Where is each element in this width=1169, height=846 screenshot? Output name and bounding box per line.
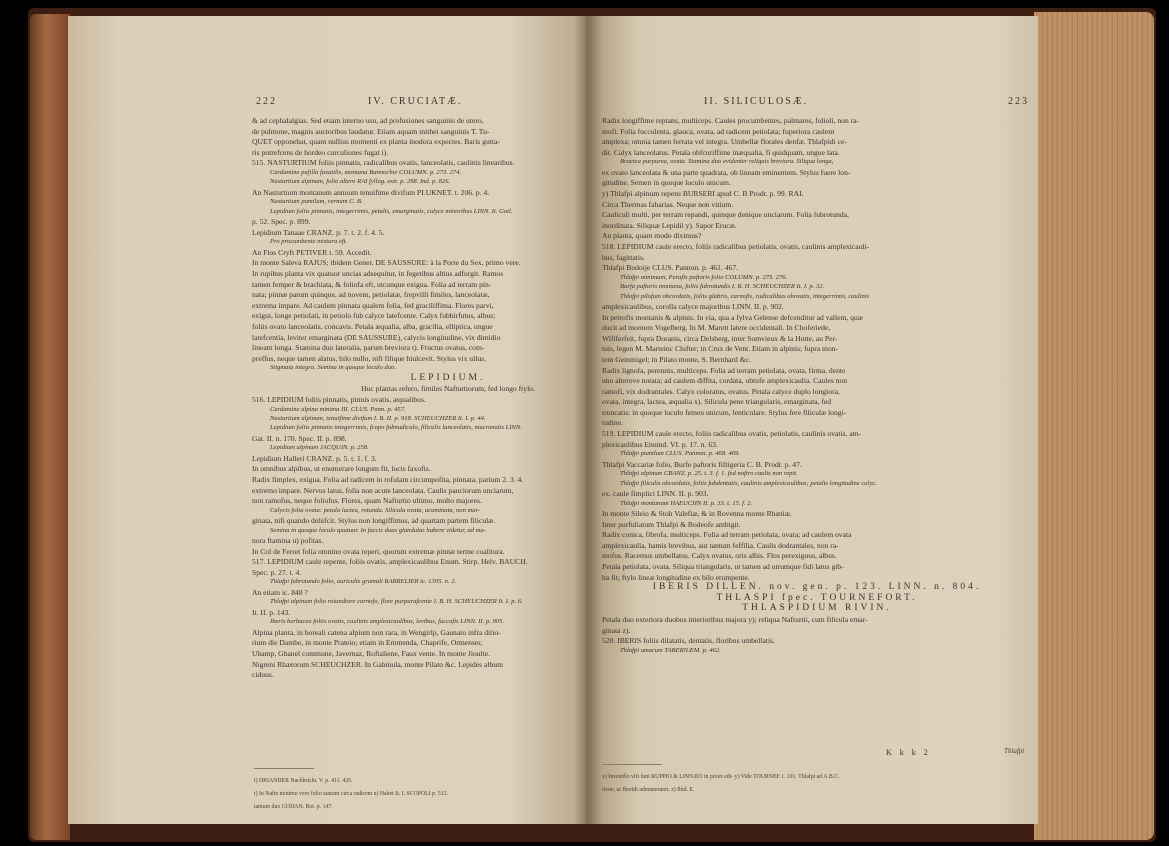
text-line: Semina in quoque loculo quatuor. In faccis duas glandulas habere videtur, ad ma- — [270, 526, 486, 534]
text-line: Pro procumbente mistura eft. — [270, 238, 348, 246]
text-line: amplexicaulibus, corolla calyce majoribus LINN. II. p. 902. — [602, 301, 784, 311]
text-line: Alpina planta, in boreali catena alpium non rara, in Wengirlp, Gaunato infra ditio- — [252, 627, 501, 637]
text-line: Lepidium Halleri CRANZ. p. 5. t. 1. f. 3. — [252, 453, 377, 463]
text-line: 517. LEPIDIUM caule repente, foliis ovatis, amplexicaulibus Enum. Stirp. Helv. BAUCH. — [252, 557, 528, 567]
text-line: Radix longiffime reptans, multiceps. Caules procumbentes, palmares, folioli, non ra- — [602, 116, 860, 125]
text-line: Radix conica, fibrofa, multiceps. Folia ad terram petiolata, ovata; ad caulem ovata — [602, 530, 852, 540]
text-line: 520. IBERIS foliis dilatatis, dentatis, floribus umbellatis. — [602, 636, 775, 646]
text-line: Nasturtium pumilum, vernum C. B. — [270, 198, 363, 206]
text-line: Cauliculi multi, per terram repandi, quinque denique unciarum. Folia fubrotunda, — [602, 210, 849, 220]
text-line: 519. LEPIDIUM caule erecto, foliis radicalibus ovatis, petiolatis, caulinis ovatis, am- — [602, 429, 862, 439]
text-line: de pulmone, magnis auctoribus laudatur. Etiam aquam mithei sanguinis T. Tu- — [252, 126, 490, 136]
text-line: Gat. II. n. 170. Spec. II. p. 898. — [252, 433, 347, 443]
right-footnotes — [602, 768, 1022, 800]
page-edges-right — [1034, 12, 1154, 840]
text-line: Bractea purpurea, ovata. Stamina duo evidenter reliquis breviora. Siliqua longa, — [620, 158, 834, 166]
text-line: uno alterove notata; ad caulem diffita, cordata, obtufe amplexicaulia. Caules non — [602, 376, 848, 386]
text-line: In rupibus planta vix quatuor uncias adsequitur, in fegetibus altius adfurgit. Ramos — [252, 268, 504, 278]
text-line: Calycis folia ovata: petala lactea, rotunda. Silicula ovata, acuminata, non mar- — [270, 506, 481, 514]
text-line: ginata, nifi quando dehifcit. Stylus non longiffimus, ad quartam partem filiculæ. — [252, 516, 496, 526]
text-line: In monte Sileio & Stoh Valefiæ, & in Rovenna monte Rhætiæ. — [602, 509, 792, 519]
left-page — [68, 16, 586, 824]
text-line: Thlafpi fubrotundo folio, auriculis gramali BARRELIER ic. 1305. n. 2. — [270, 578, 457, 586]
text-line: Lepidium foliis pinnatis, integerrimis, petalis, emarginatis, calyce minoribus LINN. It. Gotl. — [270, 207, 513, 215]
text-line: tamen femper & brachiata, & foliofa eft, utcunque exigua. Folia ad terram pin- — [252, 279, 492, 289]
text-line: Thlafpi Vaccariæ folio, Burfe paftoris fiftigeria C. B. Prodr. p. 47. — [602, 459, 802, 469]
text-line: extrema impare. Ad caulem pinnata qualem folia, fed graciliffima. Flores parvi, — [252, 300, 494, 310]
text-line: Thlafpi minimum, Perafis paftoris folio COLUMN. p. 275. 276. — [620, 273, 788, 281]
genus-heading: THLASPIDIUM RIVIN. — [742, 603, 892, 614]
text-line: Lepidium Tanaae CRANZ. p. 7. t. 2. f. 4. 5. — [252, 227, 385, 237]
text-line: In Col de Ferret folia omnino ovata reperi, quorum extremæ pinnæ terme coalitura. — [252, 546, 505, 556]
text-line: Radix lignofa, perennis, multiceps. Folia ad terram petiolata, ovata, firma, dente — [602, 365, 846, 375]
book-gutter — [574, 16, 602, 824]
text-line: tem Gemmigel; in Pilato monte, S. Bernhard &c. — [602, 354, 751, 364]
text-line: p. 52. Spec. p. 899. — [252, 217, 311, 227]
text-line: mofus. Racemus umbellatus. Calyx ovatus, oris albis. Flos perexiguus, albus. — [602, 551, 837, 561]
text-line: ducit ad montem Vogelberg. In M. Marett latere occidentali. In Choferiede, — [602, 323, 831, 333]
text-line: Circa Thermas fabarias. Neque non vitium. — [602, 199, 734, 209]
genus-heading: THLASPI fpec. TOURNEFORT. — [716, 592, 918, 603]
text-line: QUET opponebat, quam nullius momenti ex planta inodora expectes. Baris gutta- — [252, 137, 500, 147]
text-line: Inter purfuliatum Thlafpi & Bodeofe ambigit. — [602, 519, 741, 529]
text-line: amplexicaulia, hamis brevibus, aut tantum feffilia. Caulis dodrantales, non ra- — [602, 540, 839, 550]
text-line: Thlafpi pumilum CLUS. Pannon. p. 468. 469. — [620, 450, 740, 458]
text-line: ex ovato lanceolata & una parte quadrata, ob lineam eminentem. Stylus fuere lon- — [602, 167, 851, 177]
text-line: Thlafpi montanum HAEUCHN II. p. 33. t. 15. f. 2. — [620, 499, 753, 507]
text-line: extremo impare. Nervus latus, folia non acute lanceolata. Caulis pauciorum unciarum, — [252, 485, 514, 495]
footnote-rule — [254, 768, 314, 769]
footnote: t) In Nafte minimo vero folio tantum circa radicem u) Habet It. I. SCOPOLI p. 512. — [254, 791, 448, 797]
section-subtitle: Huc plantas refero, fimiles Nafturtiorum, fed longo ftylo. — [361, 384, 535, 394]
text-line: gitudine. Semen in quoque loculo unicum. — [602, 178, 731, 188]
genus-heading: IBERIS DILLEN. nov. gen. p. 123. LINN. n. 804. — [652, 582, 982, 593]
text-line: Stigmata integra. Semina in quoque loculo duo. — [270, 364, 397, 372]
text-line: In petrofis montanis & alpinis. In via, qua a fylva Gelense defcenditur ad vallem, quæ — [602, 312, 863, 322]
text-line: latefcentia, leviter emarginata (DE SAUSSURE), calycis longitudine, vix dimidio — [252, 332, 501, 342]
text-line: 518. LEPIDIUM caule erecto, foliis radicalibus petiolatis, ovatis, caulinis amplexicauli- — [602, 241, 870, 251]
text-line: Petala petiolata, ovata. Siliqua triangularis, ut tamen ad utrumque fidi latus gib- — [602, 562, 844, 572]
text-line: ex. caule fimplici LINN. II. p. 903. — [602, 489, 709, 499]
text-line: nora ftamina u) pofitas. — [252, 536, 324, 546]
text-line: Lepidium foliis pinnatis integerrimis, fcapo fubnudiculo, filiculis lanceolatis, mucronatis LINN. — [270, 424, 522, 432]
text-line: inordinata. Siliquæ Lepidii y). Sapor Erucæ. — [602, 220, 737, 230]
text-line: Cardamine alpina minima III. CLUS. Pann. p. 457. — [270, 405, 406, 413]
text-line: dit. Calyx lanceolatus. Petala obfcuriffime inæqualia, fi quidquam, ungue lata. — [602, 147, 840, 157]
text-line: Nasturtium alpinum, folio altero RAI fyllog. extr. p. 298. Ind. p. 826. — [270, 178, 451, 186]
text-line: y) Thlafpi alpinum repens BURSERI apud C. B Prodr. p. 99. RAI. — [602, 188, 804, 198]
text-line: tuis, legen M. Marteinc Clufter; in Crux de Vent. Etiam in alpinis; fupra mon- — [602, 344, 839, 354]
text-line: Ubamp, Gbanel commune, Javernaz, Roftaliene, Faux vente. In monte Jioulte. — [252, 649, 491, 659]
right-body — [602, 116, 1032, 656]
left-running-header: IV. CRUCIATÆ. — [368, 96, 463, 107]
text-line: & ad cephalalgias. Sed etiam interno usu, ad profusiones sanguinis de utero, — [252, 116, 484, 125]
right-page — [586, 16, 1038, 824]
text-line: exigui, longe petiolati, in petiolo fub calyce latefcente. Calyx fubhirfutus, albus; — [252, 311, 496, 321]
text-line: mofi. Folia fucculenta, glauca, ovata, ad radicem petiolata; fuperiora caulem — [602, 126, 835, 136]
text-line: Thlafpi alpinum CRANZ. p. 25. t. 3. f. 1. fed noftro caulis non repit. — [620, 470, 798, 478]
text-line: foliis ovato lanceolatis, concavis. Petala æqualia, alba, gracilia, elliptica, ungue — [252, 321, 493, 331]
text-line: bus, fagittatis. — [602, 252, 645, 262]
text-line: Petala duo exteriora duobus interioribus majora y); reliqua Nafturtii, cum filicula emar- — [602, 615, 868, 624]
text-line: lineam longa. Stamina duo lateralia, parum breviora t). Fructus ovatus, com- — [252, 343, 485, 353]
text-line: non ramofus, neque foliofus. Flores, quam Nafturtio ultimo, multo majores. — [252, 496, 482, 506]
footnote-rule — [602, 764, 662, 765]
text-line: It. II. p. 143. — [252, 607, 291, 617]
text-line: An Nasturtium montanum annuum tenuifime divifum PLUKNET. t. 206. p. 4. — [252, 187, 490, 197]
text-line: Thlafpi Bodoije CLUS. Pannon. p. 461. 467. — [602, 263, 739, 273]
book-edge-left — [30, 14, 70, 840]
text-line: Spec. p. 27. t. 4. — [252, 567, 302, 577]
text-line: amplexa; omnia tamen ferrata vel integra. Umbellæ florales denfæ. Thlafpidi ce- — [602, 137, 847, 147]
text-line: An planta, quam modo diximus? — [602, 231, 702, 241]
text-line: ciduus. — [252, 670, 274, 680]
section-title: LEPIDIUM. — [410, 372, 486, 383]
text-line: 515. NASTURTIUM foliis pinnatis, radicalibus ovatis, lanceolatis, caulinis linearibus. — [252, 158, 515, 168]
text-line: ramofi, vix dodrantales. Calyx coloratus, ovatus. Petala calyce duplo longiora, — [602, 386, 840, 396]
text-line: Cardamine pufilla faxatilis, montana Bannochie COLUMN. p. 273. 274. — [270, 168, 462, 176]
footnote: tantum duo GODAN. Bot. p. 147. — [254, 804, 333, 811]
text-line: Nasturtium alpinum, tenuifime divifum I. B. II. p. 918. SCHEUCHZER It. I. p. 44. — [270, 414, 486, 422]
text-line: ris putrefcens de hordeo curculiones fugat i). — [252, 147, 389, 157]
text-line: Nigreni Rhætorum SCHEUCHZER. In Gabinula, monte Pilato &c. Lepides album — [252, 659, 503, 669]
text-line: Iberis herbacea foliis ovatis, caulinis amplexicaulibus, levibus, fuccofis LINN. II. p. 905. — [270, 618, 505, 626]
text-line: Thlafpi alpinum folio rotundiore carnofo, flore purpurafcente I. B. H. SCHEUCHZER It. I. p. 6. — [270, 598, 523, 606]
text-line: In omnibus alpibus, ut enumerare longum fit, locis faxofis. — [252, 464, 431, 474]
text-line: ovata, integra, lactea, æqualia x). Silicula pene triangularis, emarginata, fed — [602, 397, 832, 407]
text-line: In monte Saleva RAJUS; ibidem Gener. DE SAUSSURE: à la Porte du Sex, primo vere. — [252, 258, 521, 268]
text-line: ginata z). — [602, 625, 631, 635]
footnote: t) DRIANDER Nachbricht. V. p. 411. 426. — [254, 777, 353, 784]
text-line: Lepidium alpinum JACQUIN. p. 258. — [270, 444, 369, 452]
text-line: Burfa paftoris montana, foliis fubrotundis I. B. H. SCHEUCHZER It. I. p. 32. — [620, 283, 825, 291]
text-line: nata; pinnæ parum quinque, ad novem, petiolatæ, frepvilli fimiles, lanceolatæ, — [252, 290, 490, 300]
text-line: An etiam ic. 848 ? — [252, 587, 308, 597]
right-page-number: 223 — [1008, 96, 1029, 107]
right-catchword: Thlafpi — [1004, 747, 1025, 755]
text-line: Wififerfeit, fupra Doranis, circa Delsberg, inter Somvieux & la Hotte, au Per- — [602, 333, 838, 343]
text-line: truncatis: in quoque loculo femen unicum, lenticulare. Stylus fere filiculæ longi- — [602, 407, 847, 417]
footnote: tione, ut Iberidi adnumeraret. z) Ibid. E. — [602, 787, 695, 793]
text-line: Thlafpi pilofum obcordatis, foliis glabris, carnofis, radicalibus obovatis, integerrimis, caulinis — [620, 292, 870, 300]
text-line: preffus, neque tamen alatus, bilo nullo, nifi filique hiulcevit. Stylus vix ullus. — [252, 353, 486, 363]
text-line: Thlafpi filiculis obcordatis, foliis fubdentatis, caulinis amplexicaulibus; petalis longitudine calyc. — [620, 479, 877, 487]
signature-mark: K k k 2 — [886, 748, 931, 757]
footnote: x) Inveniflo vifi funt RUPPIO & LINNÆO in priori edi- y) Vide TOURNEF. t. 101. Thlafpi ad A.B.C. — [602, 773, 840, 780]
text-line: Radix fimplex, exigua. Folia ad radicem in rofulam circumpofita, pinnata, parium 2. 3. 4. — [252, 474, 524, 484]
text-line: An Flos Cryft PETIVER t. 59. Accedit. — [252, 247, 372, 257]
right-running-header: II. SILICULOSÆ. — [704, 96, 809, 107]
text-line: ba fit; ftylo lineæ longitudine ex bilo erumpente. — [602, 572, 750, 582]
text-line: rium die Dambe, in monte Prateio; etiam in Emmenda, Chaprife, Ormenser, — [252, 638, 483, 648]
text-line: plexicaulibus Enumd. VI. p. 17. n. 63. — [602, 439, 718, 449]
left-page-number: 222 — [256, 96, 277, 107]
text-line: 516. LEPIDIUM foliis pinnatis, pinnis ovatis, æqualibus. — [252, 394, 426, 404]
text-line: tudine. — [602, 418, 623, 428]
text-line: Thlafpi umarum TABERNÆM. p. 462. — [620, 646, 721, 654]
